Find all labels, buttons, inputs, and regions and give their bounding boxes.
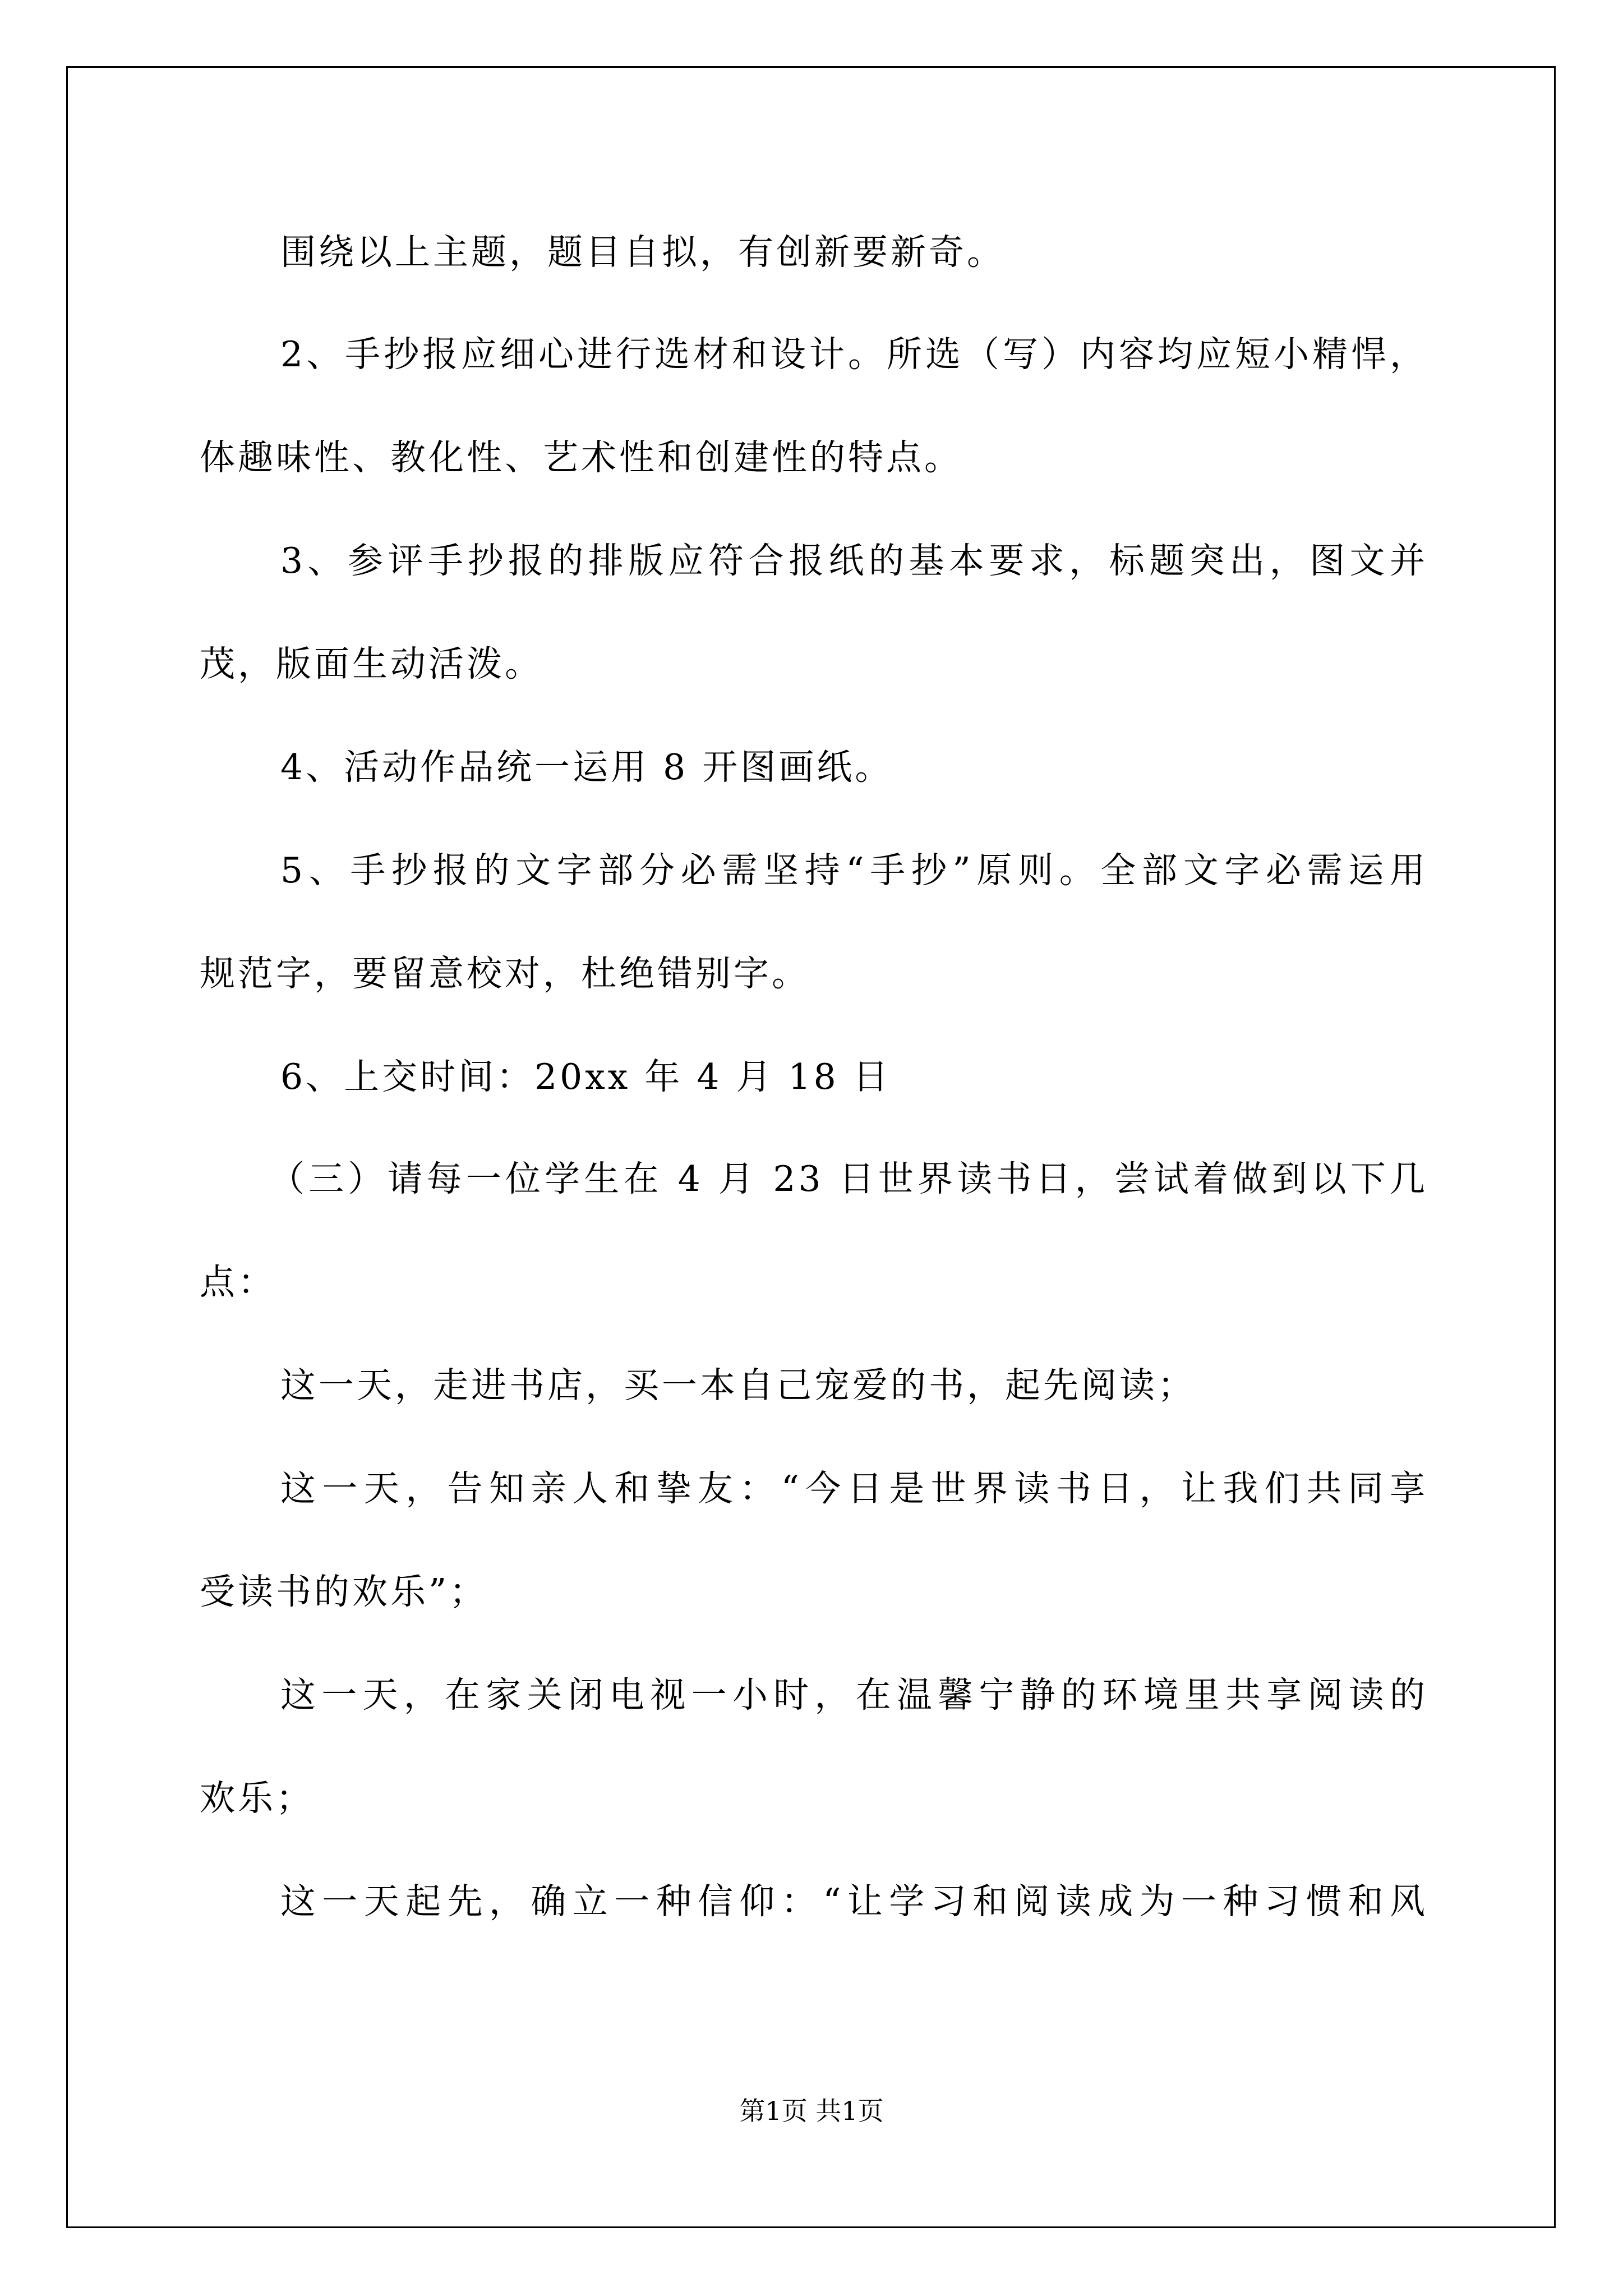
paragraph-4-line-1: 4、活动作品统一运用 8 开图画纸。 [280,747,893,788]
paragraph-3-line-2: 茂，版面生动活泼。 [200,643,543,684]
page-number-footer: 第1页 共1页 [739,2096,884,2126]
paragraph-7-line-1: （三）请每一位学生在 4 月 23 日世界读书日，尝试着做到以下几 [269,1158,1428,1199]
paragraph-5-line-2: 规范字，要留意校对，杜绝错别字。 [200,953,810,994]
paragraph-11-line-1: 这一天起先，确立一种信仰：“让学习和阅读成为一种习惯和风 [280,1881,1428,1922]
paragraph-5-line-1: 5、手抄报的文字部分必需坚持“手抄”原则。全部文字必需运用 [280,850,1428,891]
paragraph-2-line-1: 2、手抄报应细心进行选材和设计。所选（写）内容均应短小精悍， [280,334,1428,375]
paragraph-6-line-1: 6、上交时间：20xx 年 4 月 18 日 [280,1056,891,1097]
paragraph-8-line-1: 这一天，走进书店，买一本自己宠爱的书，起先阅读； [280,1365,1196,1406]
paragraph-9-line-1: 这一天，告知亲人和挚友：“今日是世界读书日，让我们共同享 [280,1468,1428,1509]
paragraph-7-line-2: 点： [200,1262,276,1303]
paragraph-1-line-1: 围绕以上主题，题目自拟，有创新要新奇。 [280,232,1005,273]
paragraph-10-line-1: 这一天，在家关闭电视一小时，在温馨宁静的环境里共享阅读的 [280,1674,1428,1715]
paragraph-3-line-1: 3、参评手抄报的排版应符合报纸的基本要求，标题突出，图文并 [280,540,1428,581]
paragraph-2-line-2: 体趣味性、教化性、艺术性和创建性的特点。 [200,437,962,478]
paragraph-9-line-2: 受读书的欢乐”； [200,1571,488,1612]
paragraph-10-line-2: 欢乐； [200,1778,314,1819]
